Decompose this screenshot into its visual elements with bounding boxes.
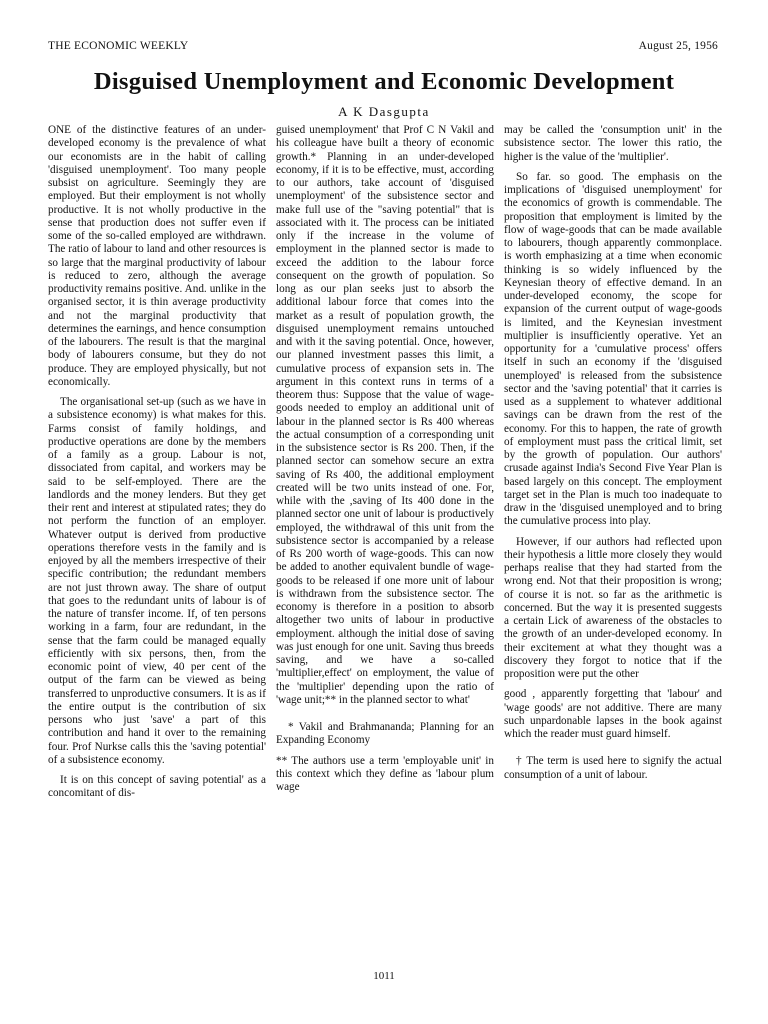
issue-date: August 25, 1956: [638, 40, 718, 52]
paragraph: good , apparently forgetting that 'labour' and 'wage goods' are not additive. There are many such unpardonable lapses in the book against which the reader must guard himself.: [504, 688, 722, 740]
page-header: [48, 40, 718, 56]
paragraph: It is on this concept of saving potential' as a concomitant of dis-: [48, 774, 266, 800]
footnote: * Vakil and Brahmananda; Planning for an Expanding Economy: [276, 721, 494, 747]
footnote: † The term is used here to signify the actual consumption of a unit of labour.: [504, 755, 722, 781]
text-column-3: [504, 124, 722, 969]
paragraph: guised unemployment' that Prof C N Vakil and his colleague have built a theory of economic growth.* Planning in an under-developed economy, if it is to be effective, must, according to our authors, take account of 'disguised unemployment' of the subsistence sector and make full use of the "saving potential" that is associated with it. The process can be initiated only if the increase in the volume of employment in the planned sector is made to exceed the addition to the labour force consequent on the growth of population. So long as our plan seeks just to absorb the additional labour force that comes into the market as a result of population growth, the disguised unemployment remains untouched and with it the saving potential. Once, however, our planned investment passes this limit, a cumulative process of expansion sets in. The argument in this context runs in terms of a theorem thus: Suppose that the value of wage-goods needed to employ an additional unit of labour in the planned sector is Rs 400 whereas the actual consumption of a corresponding unit in the subsistence sector is Rs 200. Then, if the planned sector can somehow secure an extra saving of Rs 400, the additional employment created will be two units instead of one. For, while with the ,saving of Its 400 done in the planned sector one unit of labour is productively employed, the withdrawal of this unit from the subsistence sector is accompanied by a release of Rs 200 worth of wage-goods. This can now be added to another equivalent bundle of wage-goods to be released if one more unit of labour is withdrawn from the subsistence sector. The economy is therefore in a position to absorb altogether two units of labour in productive employment. although the initial dose of saving was just enough for one unit. Saving thus breeds saving, and we have a so-called 'multiplier,effect' on employment, the value of the 'multiplier' depending upon the ratio of 'wage unit;** in the planned sector to what': [276, 124, 494, 706]
paragraph: may be called the 'consumption unit' in the subsistence sector. The lower this ratio, the higher is the value of the 'multiplier'.: [504, 124, 722, 163]
paragraph: ONE of the distinctive features of an under-developed economy is the prevalence of what our economists are in the habit of calling 'disguised unemployment'. Too many people subsist on agriculture. Seemingly they are employed. But their employment is not wholly productive. It is not wholly productive in the sense that production does not suffer even if some of the so-called employed are withdrawn. The ratio of labour to land and other resources is so large that the marginal productivity of labour is reduced to zero, although the average productivity remains positive. And. unlike in the organised sector, it is thin average productivity and not the marginal productivity that determines the earnings, and hence consumption of the labourers. The result is that the marginal body of labourers consume, but they do not produce. They are employed physically, but not economically.: [48, 124, 266, 388]
text-column-2: [276, 124, 494, 969]
article-title: Disguised Unemployment and Economic Development: [93, 68, 675, 95]
paragraph: The organisational set-up (such as we have in a subsistence economy) is what makes for this. Farms consist of family holdings, and productive operations are done by the members of a family as a group. Labour is not, dissociated from capital, and workers may be said to be self-employed. There are the landlords and the money lenders. But they get their rent and interest at stipulated rates; they do not perform the function of an employer. Whatever output is derived from productive operations therefore vests in the family and is enjoyed by all the members irrespective of their specific contribution; the redundant members are not just thrown away. The share of output that goes to the redundant units of labour is of the nature of transfer income. If, of ten persons working in a farm, four are redundant, in the sense that the farm could be managed equally efficiently with six persons, then, from the economic point of view, 40 per cent of the output of the farm can be viewed as being transferred to unproductive consumers. It is as if the entire output is the contribution of six persons who just 'save' a part of this contribution and hand it over to the remaining four. Prof Nurkse calls this the 'saving potential' of a subsistence economy.: [48, 396, 266, 766]
article-author: A K Dasgupta: [338, 104, 430, 119]
paragraph: However, if our authors had reflected upon their hypothesis a little more closely they would perhaps realise that they had started from the wrong end. Not that their proposition is wrong; of course it is not. so far as the arithmetic is concerned. But the way it is presented suggests a certain Lick of awareness of the obstacles to the growth of an under-developed economy. In their excitement at what they thought was a discovery they forgot to notice that if the proposition were put the other: [504, 535, 722, 680]
text-column-1: [48, 124, 266, 969]
journal-name: THE ECONOMIC WEEKLY: [48, 40, 189, 52]
page-number: 1011: [373, 970, 395, 982]
footnote: ** The authors use a term 'employable unit' in this context which they define as 'labour plum wage: [276, 754, 494, 793]
paragraph: So far. so good. The emphasis on the implications of 'disguised unemployment' for the economics of growth is commendable. The proposition that employment is limited by the flow of wage-goods that can be made available to labourers, though apparently commonplace. is worth emphasizing at a time when economic thinking is so widely influenced by the Keynesian theory of effective demand. In an under-developed economy, the scope for expansion of the current output of wage-goods is limited, and the Keynesian investment multiplier is insufficiently operative. Yet an opportunity for a 'cumulative process' offers itself in such an economy if the 'disguised unemployed' is released from the subsistence sector and the 'saving potential' that it carries is used as a supplement to whatever additional savings can be drawn from the rest of the economy. For this to happen, the rate of growth of employment must pass the critical limit, set by the growth of population. Our authors' crusade against India's Second Five Year Plan is based largely on this concept. The employment target set in the Plan is much too inadequate to draw in the 'disguised unemployed and to bring the cumulative process into play.: [504, 170, 722, 528]
